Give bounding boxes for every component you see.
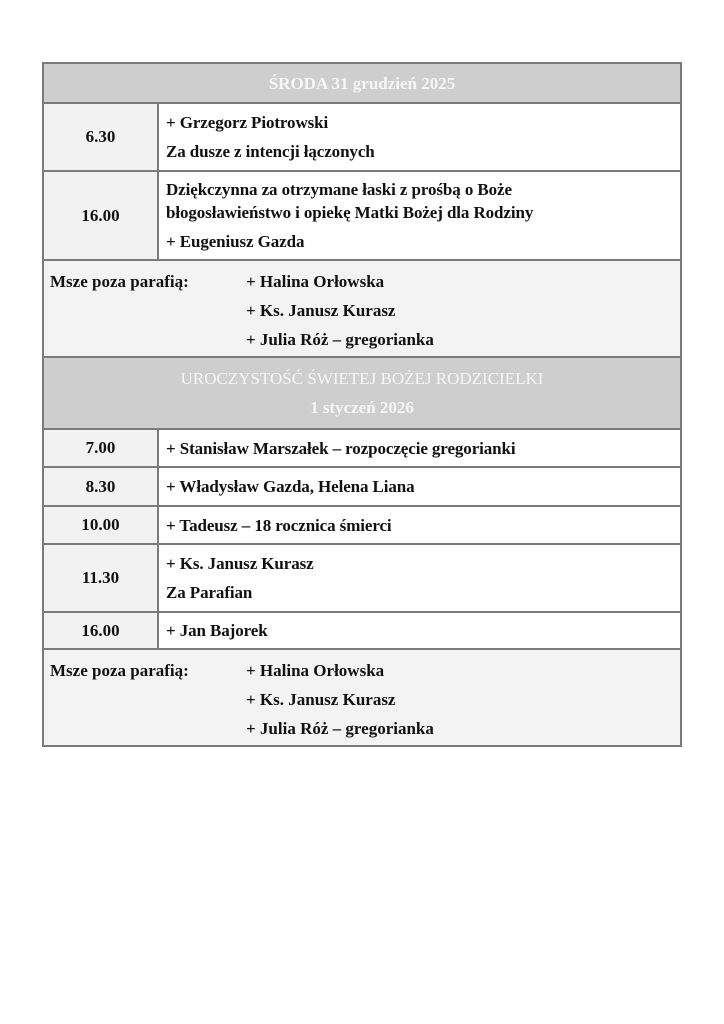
outside-item: + Julia Róż – gregorianka — [246, 330, 434, 349]
intention: + Ks. Janusz Kurasz — [166, 554, 314, 573]
outside-list — [246, 656, 434, 743]
day-title: UROCZYSTOŚĆ ŚWIETEJ BOŻEJ RODZICIELKI — [180, 369, 544, 388]
outside-label: Msze poza parafią: — [50, 272, 189, 291]
intention: + Jan Bajorek — [166, 621, 268, 640]
mass-time: 10.00 — [44, 507, 159, 543]
mass-row — [44, 545, 680, 613]
intention: Za dusze z intencji łączonych — [166, 142, 375, 161]
outside-item: + Halina Orłowska — [246, 272, 385, 291]
outside-item: + Ks. Janusz Kurasz — [246, 690, 396, 709]
outside-parish-masses — [44, 261, 680, 358]
mass-intentions — [159, 613, 680, 648]
outside-parish-masses — [44, 650, 680, 745]
mass-row — [44, 507, 680, 545]
intention: + Władysław Gazda, Helena Liana — [166, 477, 415, 496]
mass-intentions — [159, 172, 680, 259]
mass-time: 16.00 — [44, 172, 159, 259]
outside-item: + Halina Orłowska — [246, 661, 385, 680]
mass-time: 16.00 — [44, 613, 159, 648]
mass-row — [44, 468, 680, 507]
outside-item: + Ks. Janusz Kurasz — [246, 301, 396, 320]
intention: + Tadeusz – 18 rocznica śmierci — [166, 515, 392, 535]
mass-time: 7.00 — [44, 430, 159, 466]
day-header — [44, 358, 680, 430]
day-header — [44, 64, 680, 104]
mass-intentions — [159, 468, 680, 505]
mass-row — [44, 104, 680, 172]
mass-row — [44, 430, 680, 468]
mass-intentions — [159, 430, 680, 466]
intention: + Stanisław Marszałek – rozpoczęcie gregorianki — [166, 438, 516, 458]
intention: + Eugeniusz Gazda — [166, 232, 305, 251]
mass-row — [44, 613, 680, 650]
mass-intentions — [159, 545, 680, 611]
mass-time: 11.30 — [44, 545, 159, 611]
intention: + Grzegorz Piotrowski — [166, 113, 329, 132]
mass-time: 6.30 — [44, 104, 159, 170]
intention: Dziękczynna za otrzymane łaski z prośbą o Boże błogosławieństwo i opiekę Matki Bożej dla Rodziny — [166, 180, 534, 222]
mass-intentions — [159, 104, 680, 170]
outside-label: Msze poza parafią: — [50, 661, 189, 680]
intention: Za Parafian — [166, 583, 253, 602]
mass-time: 8.30 — [44, 468, 159, 505]
day-date: 1 styczeń 2026 — [310, 398, 414, 417]
outside-list — [246, 267, 434, 354]
mass-intentions-table — [42, 62, 682, 747]
mass-row — [44, 172, 680, 261]
mass-intentions — [159, 507, 680, 543]
day-title: ŚRODA 31 grudzień 2025 — [268, 73, 456, 93]
outside-item: + Julia Róż – gregorianka — [246, 719, 434, 738]
